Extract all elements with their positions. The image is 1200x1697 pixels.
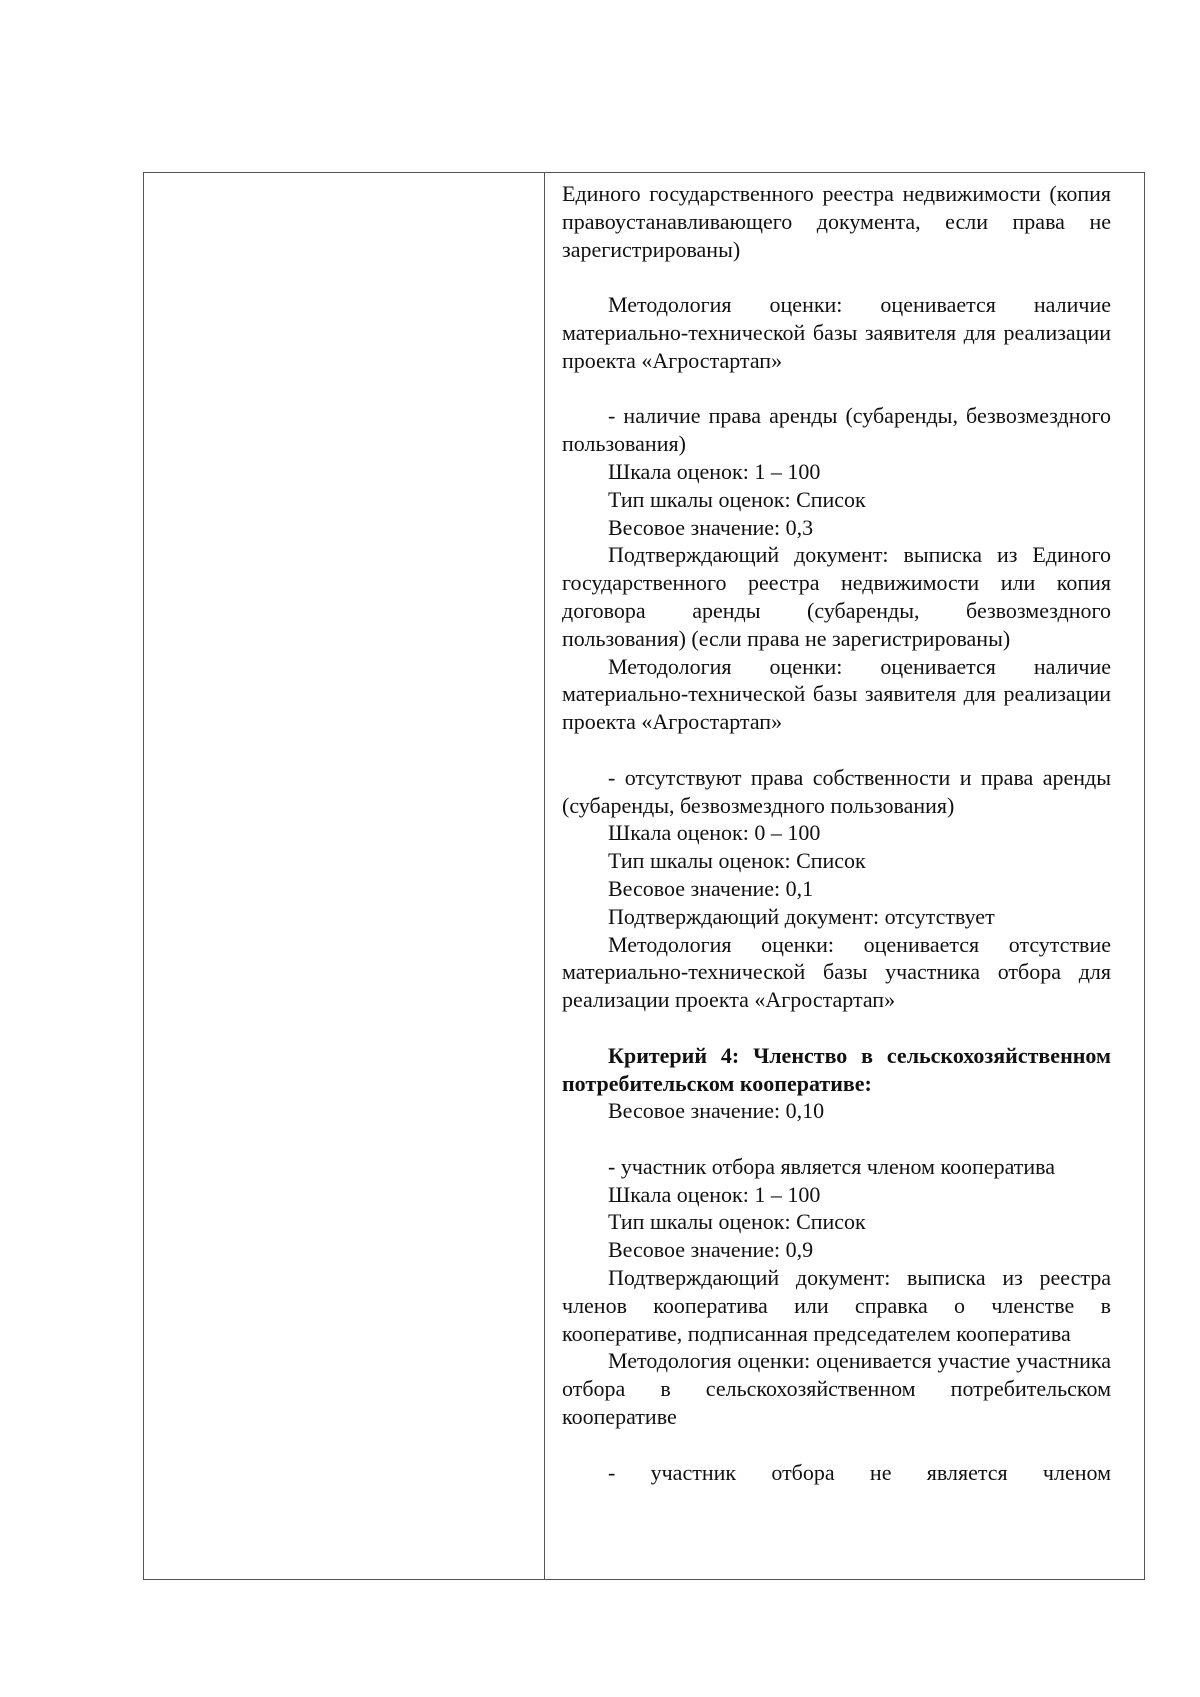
scale-line: Шкала оценок: 1 – 100 bbox=[608, 1181, 821, 1207]
document-paragraph: Подтверждающий документ: выписка из Единого государственного реестра недвижимости или копия договора аренды (субаренды, безвозмездного пользования) (если права не зарегистрированы) bbox=[562, 542, 1111, 651]
scale-line: Шкала оценок: 1 – 100 bbox=[608, 458, 821, 484]
option-heading: - наличие права аренды (субаренды, безвозмездного пользования) bbox=[562, 403, 1111, 457]
table-right-column bbox=[545, 173, 1144, 1579]
option-heading: - участник отбора не является членом bbox=[608, 1459, 1111, 1485]
weight-line: Весовое значение: 0,9 bbox=[608, 1237, 814, 1263]
table-left-column bbox=[144, 173, 545, 1579]
document-line: Подтверждающий документ: отсутствует bbox=[608, 903, 995, 929]
option-heading: - участник отбора является членом кооператива bbox=[608, 1153, 1056, 1179]
methodology-paragraph: Методология оценки: оценивается наличие материально-технической базы заявителя для реализации проекта «Агростартап» bbox=[562, 653, 1111, 735]
weight-line: Весовое значение: 0,10 bbox=[608, 1098, 825, 1124]
criterion-heading: Критерий 4: Членство в сельскохозяйственном потребительском кооперативе: bbox=[562, 1042, 1111, 1096]
paragraph: Единого государственного реестра недвижимости (копия правоустанавливающего документа, если права не зарегистрированы) bbox=[562, 181, 1111, 262]
methodology-paragraph: Методология оценки: оценивается отсутствие материально-технической базы участника отбора для реализации проекта «Агростартап» bbox=[562, 931, 1111, 1013]
document-paragraph: Подтверждающий документ: выписка из реестра членов кооператива или справка о членстве в кооперативе, подписанная председателем кооператива bbox=[562, 1265, 1111, 1346]
criteria-table bbox=[143, 172, 1145, 1580]
option-heading: - отсутствуют права собственности и права аренды (субаренды, безвозмездного пользования) bbox=[562, 764, 1111, 818]
weight-line: Весовое значение: 0,1 bbox=[608, 875, 814, 901]
methodology-paragraph: Методология оценки: оценивается наличие материально-технической базы заявителя для реализации проекта «Агростартап» bbox=[562, 292, 1111, 373]
scale-line: Шкала оценок: 0 – 100 bbox=[608, 820, 821, 846]
scale-type-line: Тип шкалы оценок: Список bbox=[608, 486, 866, 512]
methodology-paragraph: Методология оценки: оценивается участие участника отбора в сельскохозяйственном потребительском кооперативе bbox=[562, 1348, 1111, 1430]
weight-line: Весовое значение: 0,3 bbox=[608, 514, 814, 540]
scale-type-line: Тип шкалы оценок: Список bbox=[608, 848, 866, 874]
scale-type-line: Тип шкалы оценок: Список bbox=[608, 1209, 866, 1235]
